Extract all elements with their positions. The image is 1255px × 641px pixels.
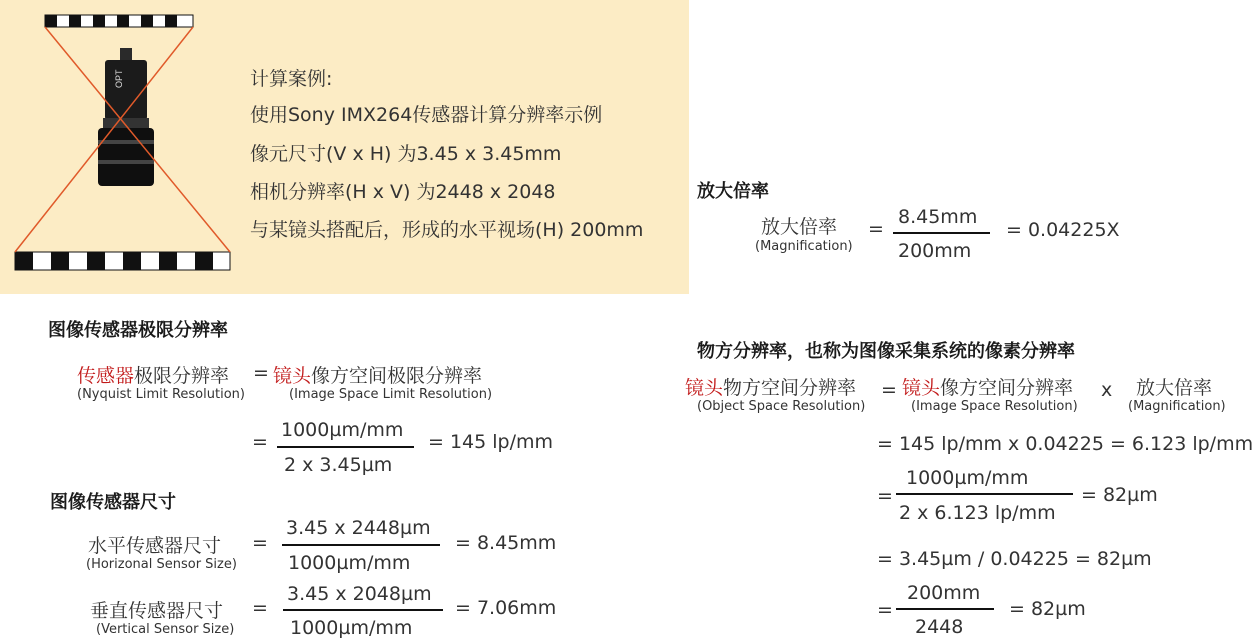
image-label-rest: 像方空间分辨率 [940,377,1074,399]
example-line: 与某镜头搭配后，形成的水平视场(H) 200mm [250,219,644,241]
equals-sign: = [881,379,897,401]
vertical-size-result: = 7.06mm [455,597,557,619]
lens-label-red: 镜头 [273,365,312,387]
equals-sign: = [877,599,893,621]
camera-icon [98,48,154,186]
fraction-numerator: 200mm [907,582,981,604]
object-calc-line-3: = 3.45µm / 0.04225 = 82µm [877,548,1152,570]
horizontal-size-result: = 8.45mm [455,532,557,554]
fraction-denominator: 2 x 3.45µm [284,454,393,476]
sensor-limit-label [77,361,229,388]
fraction-bar [896,608,994,610]
fraction-denominator: 200mm [898,240,972,262]
example-line: 计算案例: [250,68,333,90]
equals-sign: = [252,597,268,619]
fraction-bar [282,544,440,546]
object-calc-result-2: = 82µm [1009,598,1086,620]
fraction-bar [277,446,414,448]
bottom-target-bar [15,252,230,270]
lens-label-red: 镜头 [685,377,724,399]
magnification-ref-label-en: (Magnification) [1128,399,1226,414]
equals-sign: = [252,532,268,554]
fraction-numerator: 1000µm/mm [281,419,404,441]
equals-sign: = [253,362,269,384]
camera-fov-illustration [10,10,235,275]
object-label-rest: 物方空间分辨率 [723,377,857,399]
fraction-denominator: 1000µm/mm [290,617,413,639]
object-calc-result-1: = 82µm [1081,484,1158,506]
magnification-label-en: (Magnification) [755,239,853,254]
object-space-label [685,373,856,400]
horizontal-size-label-en: (Horizonal Sensor Size) [86,557,237,572]
equals-sign: = [877,485,893,507]
fraction-numerator: 8.45mm [898,206,978,228]
sensor-limit-result: = 145 lp/mm [428,431,554,453]
fraction-denominator: 1000µm/mm [288,552,411,574]
times-sign: x [1101,379,1113,401]
fraction-numerator: 3.45 x 2048µm [287,583,432,605]
object-resolution-heading: 物方分辨率，也称为图像采集系统的像素分辨率 [697,341,1075,362]
equals-sign: = [868,218,884,240]
fraction-bar [283,609,443,611]
example-panel [0,0,689,294]
top-target-bar [45,15,193,27]
magnification-label: 放大倍率 [761,216,838,238]
object-calc-line-1: = 145 lp/mm x 0.04225 = 6.123 lp/mm [877,433,1254,455]
fraction-numerator: 1000µm/mm [906,467,1029,489]
image-space-label-en: (Image Space Resolution) [911,399,1078,414]
lens-label-red: 镜头 [902,377,941,399]
fraction-bar [893,232,990,234]
lens-label-rest: 像方空间极限分辨率 [311,365,483,387]
image-space-label [902,373,1073,400]
object-space-label-en: (Object Space Resolution) [697,399,866,414]
example-line: 使用Sony IMX264传感器计算分辨率示例 [250,104,603,126]
magnification-ref-label: 放大倍率 [1136,377,1213,399]
sensor-limit-heading: 图像传感器极限分辨率 [48,320,228,341]
magnification-heading: 放大倍率 [697,181,769,202]
magnification-result: = 0.04225X [1006,219,1120,241]
fraction-numerator: 3.45 x 2448µm [286,517,431,539]
horizontal-size-label: 水平传感器尺寸 [88,535,222,557]
vertical-size-label: 垂直传感器尺寸 [90,600,224,622]
sensor-label-red: 传感器 [77,365,135,387]
fraction-bar [896,493,1073,495]
vertical-size-label-en: (Vertical Sensor Size) [96,622,235,637]
fraction-denominator: 2448 [915,616,964,638]
example-line: 像元尺寸(V x H) 为3.45 x 3.45mm [250,143,562,165]
lens-image-space-limit [273,361,482,388]
sensor-label-rest: 极限分辨率 [134,365,230,387]
lens-image-space-limit-en: (Image Space Limit Resolution) [289,387,493,402]
example-line: 相机分辨率(H x V) 为2448 x 2048 [250,181,556,203]
sensor-limit-label-en: (Nyquist Limit Resolution) [77,387,245,402]
equals-sign: = [252,431,268,453]
sensor-size-heading: 图像传感器尺寸 [50,492,176,513]
fraction-denominator: 2 x 6.123 lp/mm [899,502,1056,524]
camera-logo-text: OPT [114,69,124,88]
